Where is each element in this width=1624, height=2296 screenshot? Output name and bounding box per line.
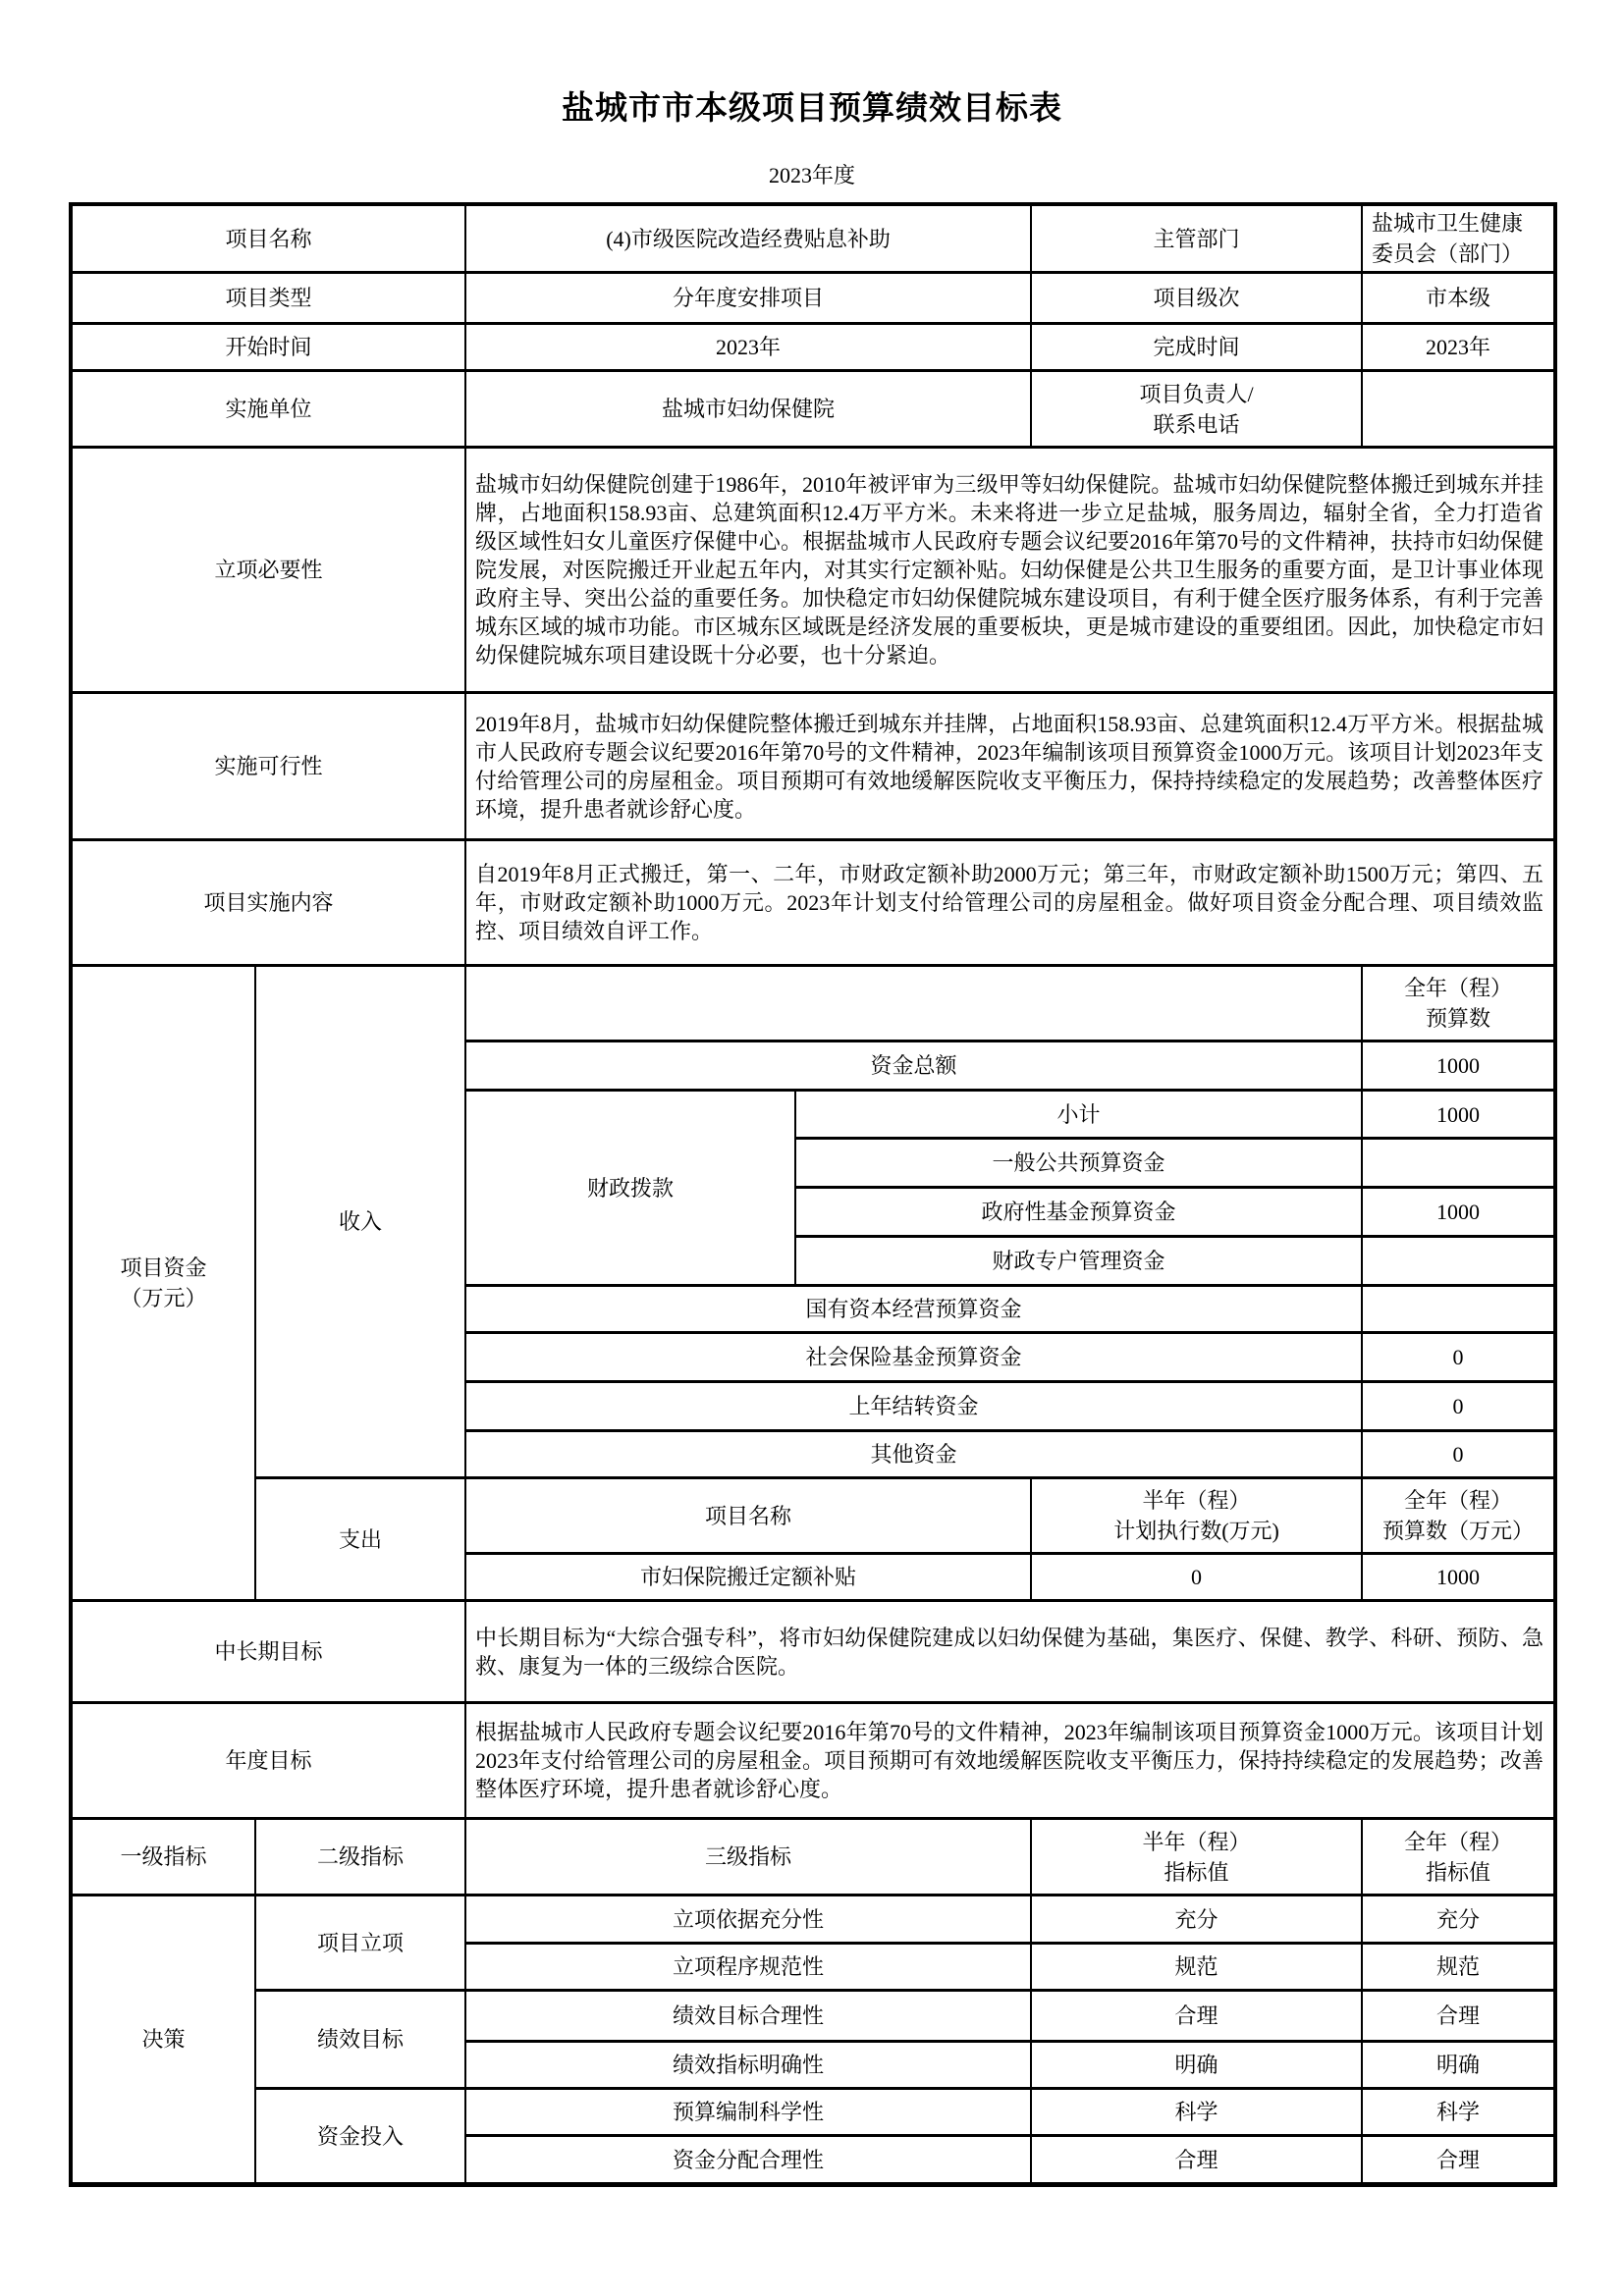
start-time-value: 2023年 [465, 324, 1031, 371]
project-funds-label-line2: （万元） [120, 1286, 207, 1310]
feasibility-label: 实施可行性 [71, 693, 465, 840]
end-time-value: 2023年 [1362, 324, 1555, 371]
table-row [71, 840, 1555, 966]
feasibility-text: 2019年8月，盐城市妇幼保健院整体搬迁到城东并挂牌，占地面积158.93亩、总建筑面积12.4万平方米。根据盐城市人民政府专题会议纪要2016年第70号的文件精神，2023年编制该项目预算资金1000万元。该项目计划2023年支付给管理公司的房屋租金。项目预期可有效地缓解医院收支平衡压力，保持持续稳定的发展趋势；改善整体医疗环境，提升患者就诊舒心度。 [475, 711, 1544, 822]
page-title: 盐城市市本级项目预算绩效目标表 [562, 91, 1062, 127]
project-type-label: 项目类型 [71, 273, 465, 324]
annual-goal-text: 根据盐城市人民政府专题会议纪要2016年第70号的文件精神，2023年编制该项目预算资金1000万元。该项目计划2023年支付给管理公司的房屋租金。项目预期可有效地缓解医院收支平衡压力，保持持续稳定的发展趋势；改善整体医疗环境，提升患者就诊舒心度。 [475, 1720, 1544, 1801]
expense-half-year-header-line1: 半年（程） [1142, 1488, 1251, 1513]
indicator-full-value: 合理 [1362, 2136, 1555, 2185]
annual-budget-header-line2: 预算数 [1426, 1006, 1491, 1031]
indicator-full-value: 科学 [1362, 2089, 1555, 2136]
expense-full-year-header-line2: 预算数（万元） [1382, 1519, 1535, 1543]
total-funds-label: 资金总额 [465, 1041, 1362, 1091]
total-funds-value: 1000 [1362, 1041, 1555, 1091]
table-row [71, 204, 1555, 273]
indicator-half-value: 充分 [1031, 1896, 1362, 1944]
project-level-value: 市本级 [1362, 273, 1555, 324]
expense-item-half-value: 0 [1031, 1554, 1362, 1601]
performance-goal-label: 绩效目标 [255, 1991, 465, 2089]
table-row [71, 693, 1555, 840]
gov-fund-budget-label: 政府性基金预算资金 [795, 1188, 1362, 1237]
annual-goal-text-cell [465, 1703, 1555, 1819]
subtotal-value: 1000 [1362, 1091, 1555, 1139]
indicator-name: 立项依据充分性 [465, 1896, 1031, 1944]
start-time-label: 开始时间 [71, 324, 465, 371]
table-row [71, 966, 1555, 1041]
necessity-text-cell [465, 448, 1555, 693]
feasibility-text-cell [465, 693, 1555, 840]
indicator-full-value: 明确 [1362, 2042, 1555, 2089]
gov-fund-budget-value: 1000 [1362, 1188, 1555, 1237]
table-row [71, 1991, 1555, 2042]
project-manager-label-line2: 联系电话 [1153, 411, 1240, 437]
project-level-label: 项目级次 [1031, 273, 1362, 324]
midterm-goal-text: 中长期目标为“大综合强专科”，将市妇幼保健院建成以妇幼保健为基础，集医疗、保健、教学、科研、预防、急救、康复为一体的三级综合医院。 [475, 1625, 1544, 1679]
project-funds-label-line1: 项目资金 [120, 1255, 207, 1280]
project-name-label: 项目名称 [71, 204, 465, 273]
expense-full-year-header [1362, 1478, 1555, 1554]
project-funds-label [71, 966, 255, 1601]
end-time-label: 完成时间 [1031, 324, 1362, 371]
expense-project-name-header: 项目名称 [465, 1478, 1031, 1554]
other-funds-value: 0 [1362, 1431, 1555, 1478]
social-insurance-budget-label: 社会保险基金预算资金 [465, 1333, 1362, 1382]
level3-indicator-header: 三级指标 [465, 1819, 1031, 1896]
competent-dept-label: 主管部门 [1031, 204, 1362, 273]
table-row [71, 2089, 1555, 2136]
expense-full-year-header-line1: 全年（程） [1404, 1488, 1513, 1513]
project-manager-value [1362, 371, 1555, 448]
subtotal-label: 小计 [795, 1091, 1362, 1139]
project-type-value: 分年度安排项目 [465, 273, 1031, 324]
budget-performance-table [69, 202, 1557, 2187]
necessity-text: 盐城市妇幼保健院创建于1986年，2010年被评审为三级甲等妇幼保健院。盐城市妇幼保健院整体搬迁到城东并挂牌，占地面积158.93亩、总建筑面积12.4万平方米。未来将进一步立足盐城，服务周边，辐射全省，全力打造省级区域性妇女儿童医疗保健中心。根据盐城市人民政府专题会议纪要2016年第70号的文件精神，扶持市妇幼保健院发展，对医院搬迁开业起五年内，对其实行定额补贴。妇幼保健是公共卫生服务的重要方面，是卫计事业体现政府主导、突出公益的重要任务。加快稳定市妇幼保健院城东建设项目，有利于健全医疗服务体系，有利于完善城东区域的城市功能。市区城东区域既是经济发展的重要板块，更是城市建设的重要组团。因此，加快稳定市妇幼保健院城东项目建设既十分必要，也十分紧迫。 [475, 472, 1544, 667]
implementing-unit-value: 盐城市妇幼保健院 [465, 371, 1031, 448]
table-row [71, 1601, 1555, 1703]
general-public-budget-value [1362, 1139, 1555, 1188]
midterm-goal-text-cell [465, 1601, 1555, 1703]
indicator-name: 预算编制科学性 [465, 2089, 1031, 2136]
income-label: 收入 [255, 966, 465, 1478]
indicator-half-value: 科学 [1031, 2089, 1362, 2136]
indicator-full-value: 充分 [1362, 1896, 1555, 1944]
annual-budget-header-line1: 全年（程） [1404, 976, 1513, 1000]
other-funds-label: 其他资金 [465, 1431, 1362, 1478]
project-initiation-label: 项目立项 [255, 1896, 465, 1991]
income-header-spacer [465, 966, 1362, 1041]
table-row [71, 371, 1555, 448]
expense-half-year-header-line2: 计划执行数(万元) [1113, 1519, 1279, 1543]
half-year-indicator-header-line2: 指标值 [1164, 1859, 1229, 1885]
table-row [71, 1703, 1555, 1819]
table-row [71, 448, 1555, 693]
necessity-label: 立项必要性 [71, 448, 465, 693]
indicator-half-value: 合理 [1031, 2136, 1362, 2185]
page-subtitle: 2023年度 [768, 163, 855, 187]
table-row [71, 1478, 1555, 1554]
indicator-name: 绩效指标明确性 [465, 2042, 1031, 2089]
half-year-indicator-header-line1: 半年（程） [1142, 1829, 1251, 1854]
annual-goal-label: 年度目标 [71, 1703, 465, 1819]
table-row [71, 273, 1555, 324]
table-row [71, 1896, 1555, 1944]
indicator-half-value: 合理 [1031, 1991, 1362, 2042]
indicator-full-value: 规范 [1362, 1944, 1555, 1991]
competent-dept-value: 盐城市卫生健康委员会（部门） [1362, 204, 1555, 273]
level1-indicator-header: 一级指标 [71, 1819, 255, 1896]
half-year-indicator-header [1031, 1819, 1362, 1896]
decision-label: 决策 [71, 1896, 255, 2185]
indicator-name: 立项程序规范性 [465, 1944, 1031, 1991]
table-row [71, 324, 1555, 371]
project-name-value: (4)市级医院改造经费贴息补助 [465, 204, 1031, 273]
general-public-budget-label: 一般公共预算资金 [795, 1139, 1362, 1188]
expense-label: 支出 [255, 1478, 465, 1601]
carryover-funds-value: 0 [1362, 1382, 1555, 1431]
table-row [71, 1819, 1555, 1896]
project-manager-label-line1: 项目负责人/ [1139, 381, 1254, 406]
project-manager-label [1031, 371, 1362, 448]
fiscal-appropriation-label: 财政拨款 [465, 1091, 795, 1286]
annual-budget-header [1362, 966, 1555, 1041]
social-insurance-budget-value: 0 [1362, 1333, 1555, 1382]
indicator-name: 资金分配合理性 [465, 2136, 1031, 2185]
implementation-label: 项目实施内容 [71, 840, 465, 966]
indicator-name: 绩效目标合理性 [465, 1991, 1031, 2042]
implementation-text: 自2019年8月正式搬迁，第一、二年，市财政定额补助2000万元；第三年，市财政定额补助1500万元；第四、五年，市财政定额补助1000万元。2023年计划支付给管理公司的房屋租金。做好项目资金分配合理、项目绩效监控、项目绩效自评工作。 [475, 862, 1544, 943]
midterm-goal-label: 中长期目标 [71, 1601, 465, 1703]
expense-item-name: 市妇保院搬迁定额补贴 [465, 1554, 1031, 1601]
level2-indicator-header: 二级指标 [255, 1819, 465, 1896]
implementing-unit-label: 实施单位 [71, 371, 465, 448]
indicator-full-value: 合理 [1362, 1991, 1555, 2042]
state-capital-budget-label: 国有资本经营预算资金 [465, 1286, 1362, 1333]
fund-input-label: 资金投入 [255, 2089, 465, 2185]
indicator-half-value: 明确 [1031, 2042, 1362, 2089]
full-year-indicator-header [1362, 1819, 1555, 1896]
implementation-text-cell [465, 840, 1555, 966]
full-year-indicator-header-line1: 全年（程） [1404, 1829, 1513, 1854]
carryover-funds-label: 上年结转资金 [465, 1382, 1362, 1431]
full-year-indicator-header-line2: 指标值 [1426, 1859, 1491, 1885]
special-account-funds-label: 财政专户管理资金 [795, 1237, 1362, 1286]
indicator-half-value: 规范 [1031, 1944, 1362, 1991]
expense-item-full-value: 1000 [1362, 1554, 1555, 1601]
expense-half-year-header [1031, 1478, 1362, 1554]
special-account-funds-value [1362, 1237, 1555, 1286]
state-capital-budget-value [1362, 1286, 1555, 1333]
